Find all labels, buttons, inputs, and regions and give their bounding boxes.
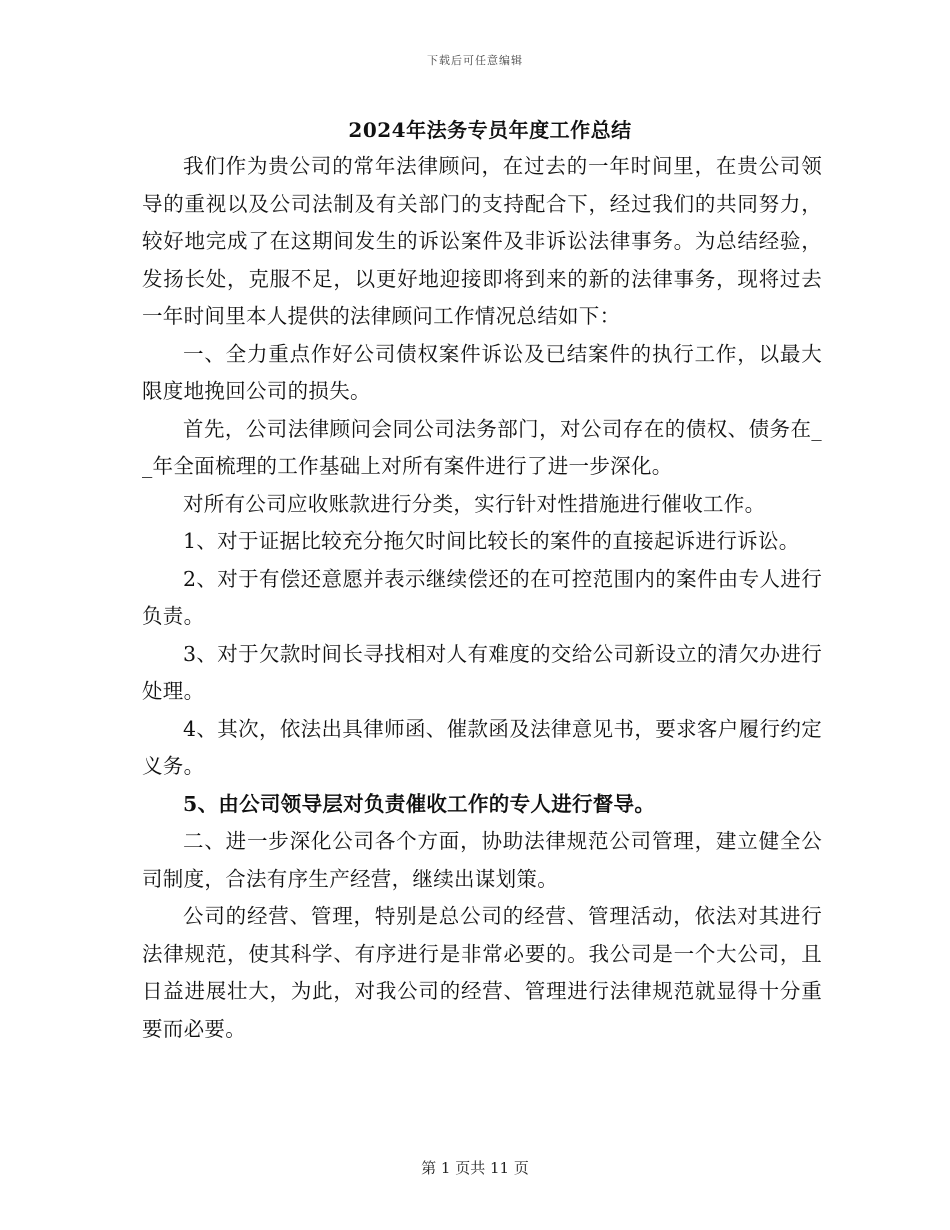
paragraph-section-one-heading: 一、全力重点作好公司债权案件诉讼及已结案件的执行工作，以最大限度地挽回公司的损失。 bbox=[142, 341, 822, 403]
paragraph-item-3: 3、对于欠款时间长寻找相对人有难度的交给公司新设立的清欠办进行处理。 bbox=[142, 641, 822, 703]
paragraph-item-4: 4、其次，依法出具律师函、催款函及法律意见书，要求客户履行约定义务。 bbox=[142, 716, 822, 778]
paragraph-item-2: 2、对于有偿还意愿并表示继续偿还的在可控范围内的案件由专人进行负责。 bbox=[142, 566, 822, 628]
page-number-footer: 第 1 页共 11 页 bbox=[421, 1159, 529, 1177]
paragraph-section-two-heading: 二、进一步深化公司各个方面，协助法律规范公司管理，建立健全公司制度，合法有序生产经营，继续出谋划策。 bbox=[142, 829, 822, 891]
document-title: 2024年法务专员年度工作总结 bbox=[348, 118, 632, 142]
page-header-note: 下载后可任意编辑 bbox=[427, 54, 523, 67]
paragraph-item-1: 1、对于证据比较充分拖欠时间比较长的案件的直接起诉进行诉讼。 bbox=[183, 529, 800, 553]
paragraph-management: 公司的经营、管理，特别是总公司的经营、管理活动，依法对其进行法律规范，使其科学、有序进行是非常必要的。我公司是一个大公司，且日益进展壮大，为此，对我公司的经营、管理进行法律规范就显得十分重要而必要。 bbox=[142, 904, 822, 1041]
paragraph-first-step: 首先，公司法律顾问会同公司法务部门，对公司存在的债权、债务在__年全面梳理的工作基础上对所有案件进行了进一步深化。 bbox=[142, 416, 822, 478]
document-body bbox=[142, 148, 822, 1048]
paragraph-intro: 我们作为贵公司的常年法律顾问，在过去的一年时间里，在贵公司领导的重视以及公司法制及有关部门的支持配合下，经过我们的共同努力，较好地完成了在这期间发生的诉讼案件及非诉讼法律事务。为总结经验，发扬长处，克服不足，以更好地迎接即将到来的新的法律事务，现将过去一年时间里本人提供的法律顾问工作情况总结如下： bbox=[142, 154, 822, 328]
paragraph-classification: 对所有公司应收账款进行分类，实行针对性措施进行催收工作。 bbox=[183, 491, 766, 516]
paragraph-item-5: 5、由公司领导层对负责催收工作的专人进行督导。 bbox=[183, 791, 656, 816]
